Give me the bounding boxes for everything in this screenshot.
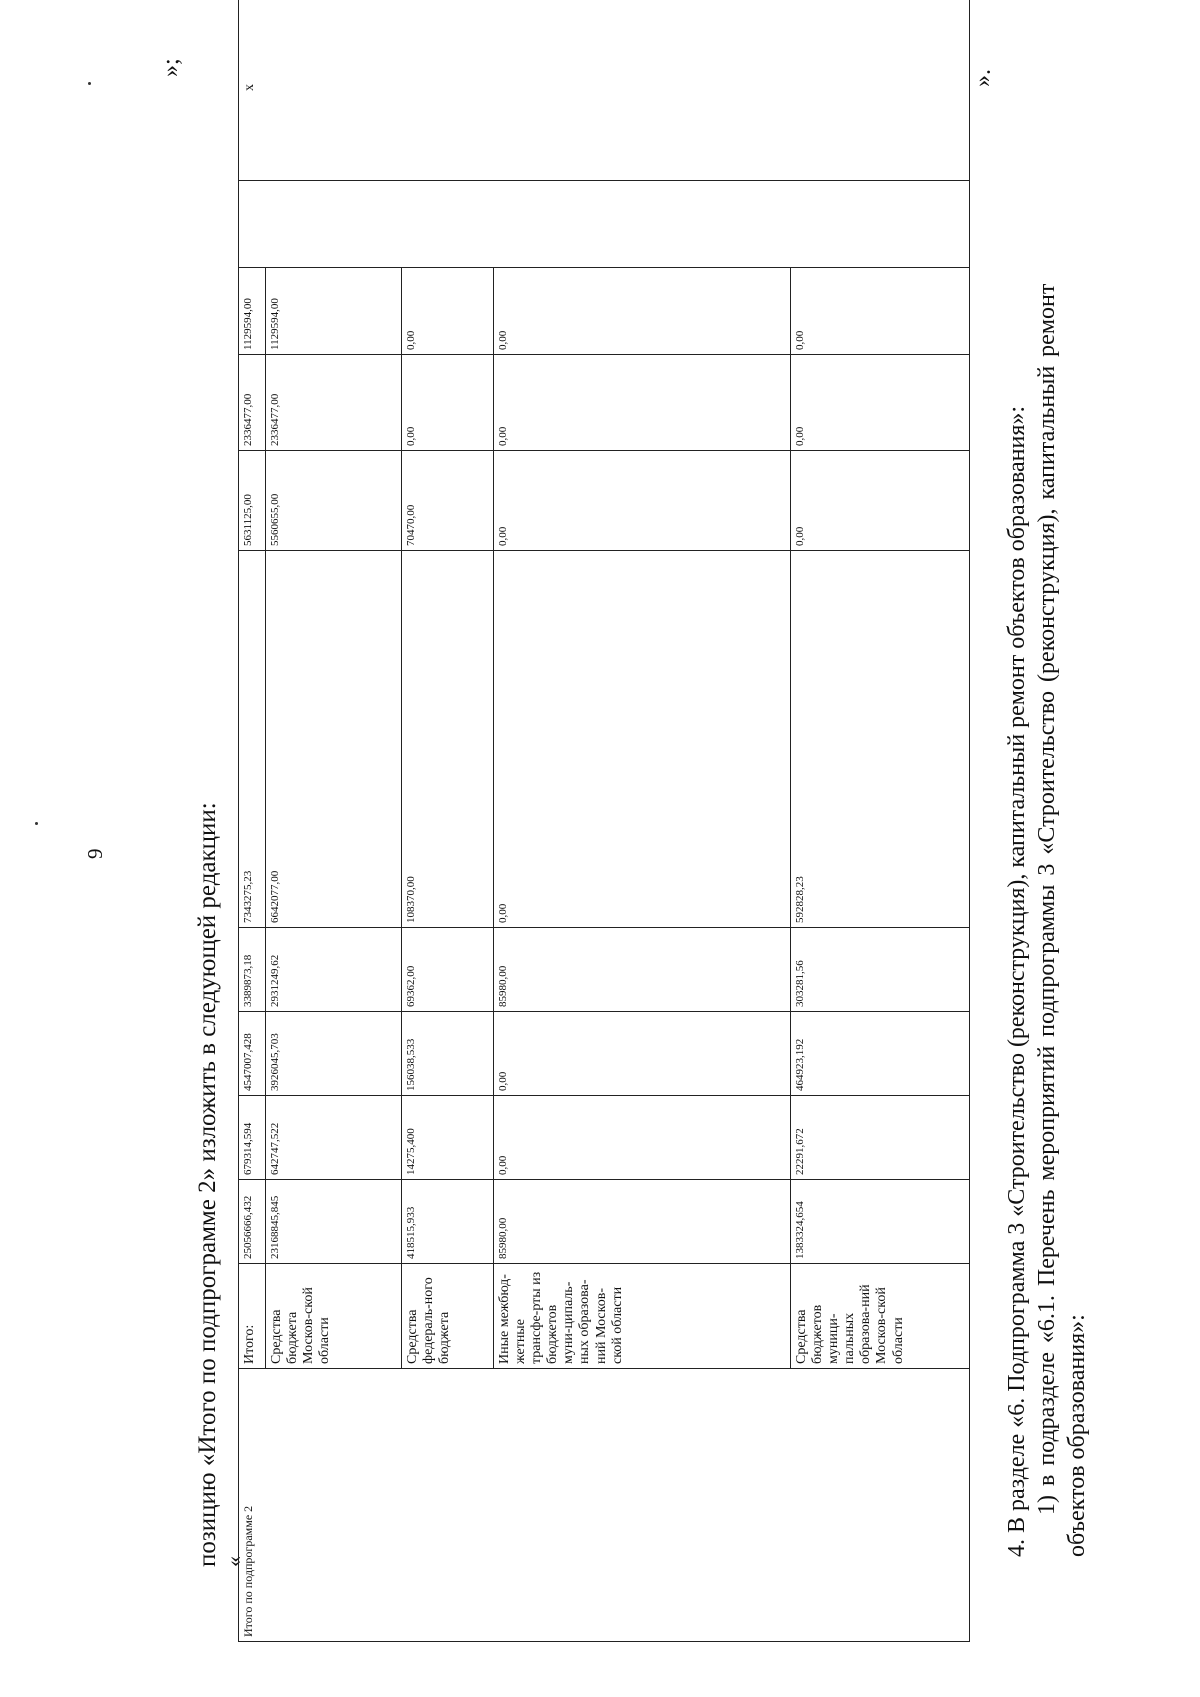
row-value: 3926045,703	[266, 1012, 402, 1096]
total-value: 4547007,428	[239, 1012, 266, 1096]
row-value: 70470,00	[402, 451, 494, 551]
empty-cell	[239, 181, 970, 268]
row-value: 2336477,00	[266, 355, 402, 451]
total-value: 5631125,00	[239, 451, 266, 551]
total-value: 2336477,00	[239, 355, 266, 451]
total-value: 1129594,00	[239, 268, 266, 355]
row-value: 0,00	[402, 268, 494, 355]
row-value: 85980,00	[494, 1180, 791, 1264]
table-title-cell: Итого по подпрограмме 2	[239, 1369, 970, 1642]
row-value: 642747,522	[266, 1096, 402, 1180]
row-value: 0,00	[494, 551, 791, 928]
source-label: Средства федераль-ного бюджета	[402, 1264, 494, 1369]
source-label: Средства бюджета Москов-ской области	[266, 1264, 402, 1369]
source-label: Иные межбюд-жетные трансфе-рты из бюджетов муни-ципаль-ных образова-ний Москов-ской области	[494, 1264, 791, 1369]
row-value: 69362,00	[402, 928, 494, 1012]
row-value: 2931249,62	[266, 928, 402, 1012]
row-value: 0,00	[791, 355, 970, 451]
table-row-total	[239, 0, 266, 1642]
source-label: Средства бюджетов муници-пальных образова-ний Москов-ской области	[791, 1264, 970, 1369]
row-value: 6642077,00	[266, 551, 402, 928]
budget-table	[238, 0, 970, 1642]
row-value: 14275,400	[402, 1096, 494, 1180]
row-value: 0,00	[494, 268, 791, 355]
row-value: 0,00	[494, 1096, 791, 1180]
total-value: 25056666,432	[239, 1180, 266, 1264]
total-value: 679314,594	[239, 1096, 266, 1180]
closing-quote-previous: »;	[158, 58, 184, 77]
row-value: 23168845,845	[266, 1180, 402, 1264]
x-mark-cell: х	[239, 0, 970, 181]
row-value: 0,00	[791, 268, 970, 355]
row-value: 108370,00	[402, 551, 494, 928]
row-value: 5560655,00	[266, 451, 402, 551]
opening-quote: «	[221, 1556, 246, 1567]
closing-quote-table: ».	[970, 69, 996, 87]
row-value: 1383324,654	[791, 1180, 970, 1264]
total-label: Итого:	[239, 1264, 266, 1369]
scan-speck	[88, 82, 91, 85]
row-value: 303281,56	[791, 928, 970, 1012]
subsection-paragraph-line1: 1) в подразделе «6.1. Перечень мероприятий подпрограммы 3 «Строительство (реконструкция), капитальный ремонт	[1034, 283, 1060, 1515]
row-value: 592828,23	[791, 551, 970, 928]
row-value: 0,00	[402, 355, 494, 451]
row-value: 464923,192	[791, 1012, 970, 1096]
intro-paragraph: позицию «Итого по подпрограмме 2» изложить в следующей редакции:	[194, 802, 221, 1567]
row-value: 85980,00	[494, 928, 791, 1012]
row-value: 0,00	[791, 451, 970, 551]
total-value: 7343275,23	[239, 551, 266, 928]
row-value: 156038,533	[402, 1012, 494, 1096]
page-number: 9	[83, 848, 107, 859]
total-value: 3389873,18	[239, 928, 266, 1012]
row-value: 0,00	[494, 451, 791, 551]
subsection-paragraph-line2: объектов образования»:	[1064, 1314, 1090, 1557]
row-value: 0,00	[494, 1012, 791, 1096]
row-value: 0,00	[494, 355, 791, 451]
row-value: 22291,672	[791, 1096, 970, 1180]
section-paragraph: 4. В разделе «6. Подпрограмма 3 «Строительство (реконструкция), капитальный ремонт объектов образования»:	[1004, 405, 1030, 1557]
scan-speck	[35, 822, 38, 825]
row-value: 1129594,00	[266, 268, 402, 355]
row-value: 418515,933	[402, 1180, 494, 1264]
